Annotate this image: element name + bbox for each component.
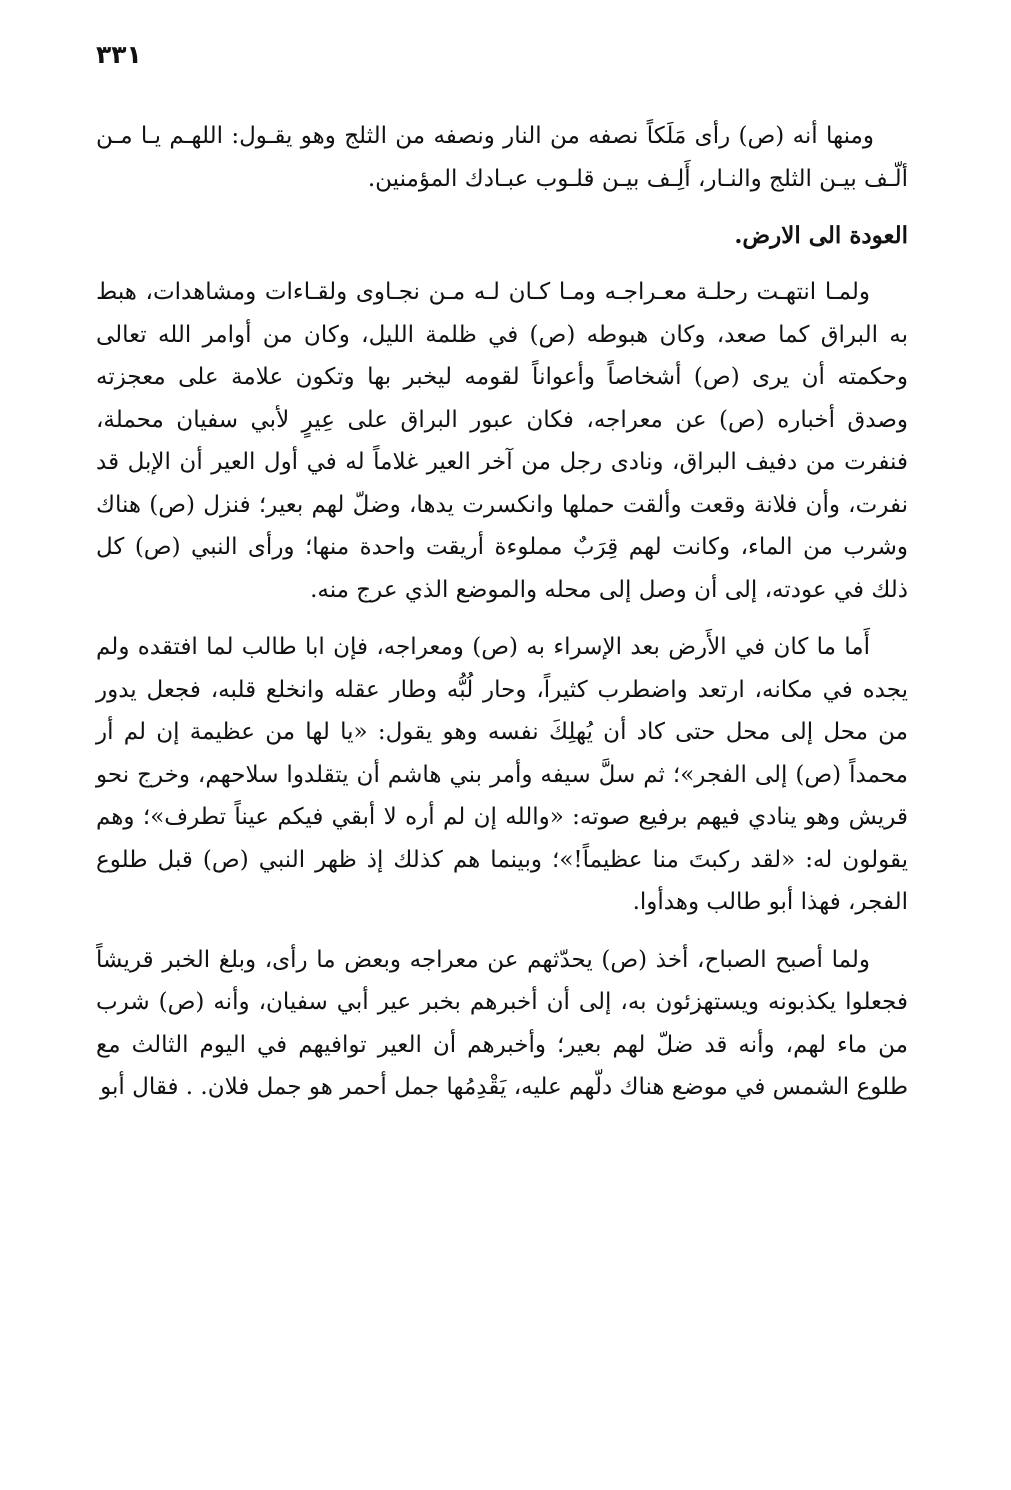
paragraph-abu-talib: أَما ما كان في الأَرض بعد الإسراء به (ص) ومعراجه، فإن ابا طالب لما افتقده ولم يجده في مكانه، ارتعد واضطرب كثيراً، وحار لُبُّه وطار عقله وانخلع قلبه، فجعل يدور من محل إلى محل حتى كاد أن يُهلِكَ نفسه وهو يقول: «يا لها من عظيمة إن لم أر محمداً (ص) إلى الفجر»؛ ثم سلَّ سيفه وأمر بني هاشم أن يتقلدوا سلاحهم، وخرج نحو قريش وهو ينادي فيهم برفيع صوته: «والله إن لم أره لا أبقي فيكم عيناً تطرف»؛ وهم يقولون له: «لقد ركبتَ منا عظيماً!»؛ وبينما هم كذلك إذ ظهر النبي (ص) قبل طلوع الفجر، فهذا أبو طالب وهدأوا.: [96, 634, 908, 915]
paragraph-morning: ولما أصبح الصباح، أخذ (ص) يحدّثهم عن معراجه وبعض ما رأى، وبلغ الخبر قريشاً فجعلوا يكذبونه ويستهزئون به، إلى أن أخبرهم بخبر عير أبي سفيان، وأنه (ص) شرب من ماء لهم، وأنه قد ضلّ لهم بعير؛ وأخبرهم أن العير توافيهم في اليوم الثالث مع طلوع الشمس في موضع هناك دلّهم عليه، يَقْدِمُها جمل أحمر هو جمل فلان. . فقال أبو: [96, 946, 908, 1100]
paragraph-return: ولمـا انتهـت رحلـة معـراجـه ومـا كـان لـه مـن نجـاوى ولقـاءات ومشاهدات، هبط به البراق كما صعد، وكان هبوطه (ص) في ظلمة الليل، وكان من أوامر الله تعالى وحكمته أن يرى (ص) أشخاصاً وأعواناً لقومه ليخبر بها وتكون علامة على معجزته وصدق أخباره (ص) عن معراجه، فكان عبور البراق على عِيرٍ لأبي سفيان محملة، فنفرت من دفيف البراق، ونادى رجل من آخر العير غلاماً له في أول العير أن الإبل قد نفرت، وأن فلانة وقعت وألقت حملها وانكسرت يدها، وضلّ لهم بعير؛ فنزل (ص) هناك وشرب من الماء، وكانت لهم قِرَبٌ مملوءة أريقت واحدة منها؛ ورأى النبي (ص) كل ذلك في عودته، إلى أن وصل إلى محله والموضع الذي عرج منه.: [96, 279, 908, 603]
page-number: ٣٣١: [96, 40, 142, 69]
paragraph-angel: ومنها أنه (ص) رأى مَلَكاً نصفه من النار ونصفه من الثلج وهو يقـول: اللهـم يـا مـن ألّـف بيـن الثلج والنـار، أَلِـف بيـن قلـوب عبـادك المؤمنين.: [96, 123, 908, 192]
section-heading: العودة الى الارض.: [734, 222, 908, 249]
page-body: [96, 115, 908, 1109]
